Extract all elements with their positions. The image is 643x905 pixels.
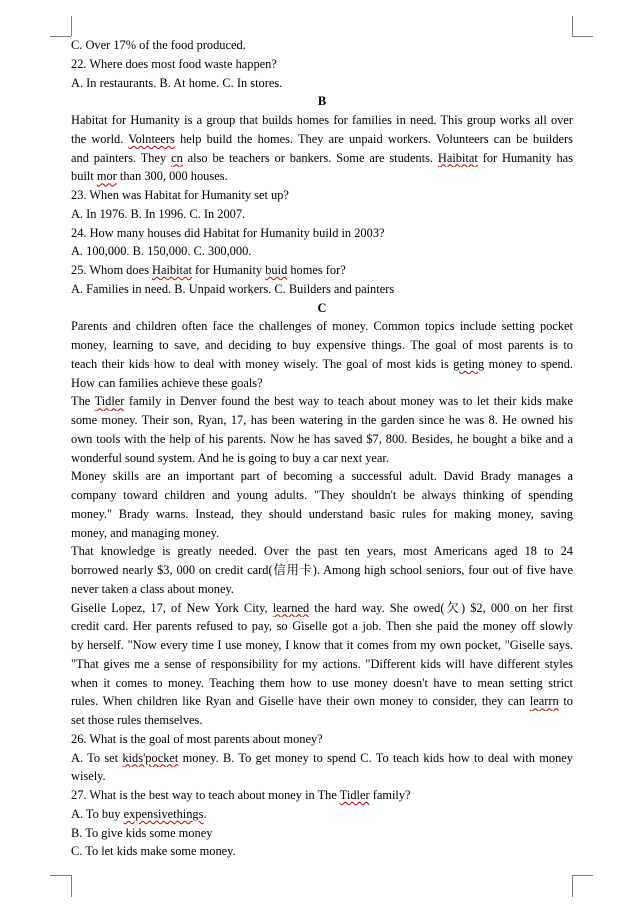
q26-options: A. To set kids'pocket money. B. To get money to spend C. To teach kids how to deal with money bbox=[71, 750, 573, 765]
q25-options: A. Families in need. B. Unpaid workers. C. Builders and painters bbox=[71, 281, 395, 296]
section-c-line: when it comes to money. Teaching them how to use money doesn't have to mean setting strict bbox=[71, 675, 573, 690]
section-c-line: money, learning to save, and deciding to buy expensive things. The goal of most parents is to bbox=[71, 338, 573, 352]
section-c-line: Parents and children often face the challenges of money. Common topics include setting pocket bbox=[71, 319, 573, 334]
q22-options: A. In restaurants. B. At home. C. In stores. bbox=[71, 75, 283, 90]
crop-mark-top-right-horizontal bbox=[572, 36, 593, 37]
section-c-line: money, and managing money. bbox=[71, 525, 220, 540]
q23-question: 23. When was Habitat for Humanity set up? bbox=[71, 188, 289, 202]
q26-question: 26. What is the goal of most parents about money? bbox=[71, 731, 323, 746]
section-c-paragraph-5 bbox=[71, 599, 573, 730]
q25-question: 25. Whom does Haibitat for Humanity buid homes for? bbox=[71, 263, 346, 277]
section-c-line: wonderful sound system. And he is going to buy a car next year. bbox=[71, 450, 389, 465]
section-c-line: money." Brady warns. Instead, they should understand basic rules for making money, saving bbox=[71, 506, 573, 521]
q27-option-c: C. To let kids make some money. bbox=[71, 844, 236, 859]
section-c-paragraph-1 bbox=[71, 317, 573, 392]
crop-mark-bottom-right-horizontal bbox=[572, 875, 593, 876]
crop-mark-top-right-vertical bbox=[572, 16, 573, 36]
q23-options: A. In 1976. B. In 1996. C. In 2007. bbox=[71, 206, 246, 221]
section-c-line: own tools with the help of his parents. Now he has saved $7, 800. Besides, he bought a bike and a bbox=[71, 431, 573, 446]
q21-option-c: C. Over 17% of the food produced. bbox=[71, 38, 246, 52]
section-c-line: Giselle Lopez, 17, of New York City, learned the hard way. She owed(欠) $2, 000 on her first bbox=[71, 600, 573, 615]
section-c-line: set those rules themselves. bbox=[71, 713, 203, 727]
section-c-line: never taken a class about money. bbox=[71, 581, 234, 596]
section-b-line: built mor than 300, 000 houses. bbox=[71, 169, 228, 184]
q22-question: 22. Where does most food waste happen? bbox=[71, 56, 277, 71]
section-c-line: borrowed nearly $3, 000 on credit card(信用卡). Among high school seniors, four out of five have bbox=[71, 563, 573, 577]
crop-mark-bottom-right-vertical bbox=[572, 875, 573, 897]
section-c-line: Money skills are an important part of becoming a successful adult. David Brady manages a bbox=[71, 469, 573, 484]
section-c-line: company toward children and young adults. "They shouldn't be always thinking of spending bbox=[71, 488, 573, 502]
section-c-paragraph-4 bbox=[71, 542, 573, 598]
q24-question: 24. How many houses did Habitat for Humanity build in 2003? bbox=[71, 225, 385, 240]
section-c-line: "That gives me a sense of responsibility for my actions. "Different kids will have different styles bbox=[71, 656, 573, 671]
q24-options: A. 100,000. B. 150,000. C. 300,000. bbox=[71, 244, 252, 259]
section-b-line: Habitat for Humanity is a group that builds homes for families in need. This group works all over bbox=[71, 113, 573, 127]
section-b-line: and painters. They cn also be teachers or bankers. Some are students. Haibitat for Humanity has bbox=[71, 150, 573, 165]
section-c-paragraph-2 bbox=[71, 392, 573, 467]
section-c-line: by herself. "Now every time I use money, I know that it comes from my own pocket, "Giselle says. bbox=[71, 638, 573, 652]
section-c-line: The Tidler family in Denver found the best way to teach about money was to let their kids make bbox=[71, 394, 573, 409]
q27-option-a: A. To buy expensivethings. bbox=[71, 806, 207, 821]
section-c-line: How can families achieve these goals? bbox=[71, 375, 263, 390]
section-b-heading: B bbox=[317, 94, 327, 109]
q27-option-b: B. To give kids some money bbox=[71, 825, 213, 840]
section-b-line: the world. Volnteers help build the homes. They are unpaid workers. Volunteers can be builders bbox=[71, 131, 573, 146]
document-body bbox=[71, 36, 573, 861]
q27-question: 27. What is the best way to teach about money in The Tidler family? bbox=[71, 788, 411, 802]
q26-options-continued: wisely. bbox=[71, 769, 106, 784]
section-c-heading: C bbox=[317, 300, 327, 315]
section-c-line: rules. When children like Ryan and Giselle have their own money to consider, they can learrn to bbox=[71, 694, 573, 709]
crop-mark-bottom-left-vertical bbox=[71, 875, 72, 897]
crop-mark-bottom-left-horizontal bbox=[50, 875, 71, 876]
section-c-line: teach their kids how to deal with money wisely. The goal of most kids is geting money to spend. bbox=[71, 356, 573, 371]
crop-mark-top-left-horizontal bbox=[50, 36, 71, 37]
section-c-line: That knowledge is greatly needed. Over the past ten years, most Americans aged 18 to 24 bbox=[71, 544, 573, 559]
section-b-passage bbox=[71, 111, 573, 186]
section-c-paragraph-3 bbox=[71, 467, 573, 542]
section-c-line: credit card. Her parents refused to pay, so Giselle got a job. Then she paid the money off slowly bbox=[71, 619, 573, 634]
section-c-line: some money. Their son, Ryan, 17, has been watering in the garden since he was 8. He owned his bbox=[71, 413, 573, 427]
crop-mark-top-left-vertical bbox=[71, 16, 72, 36]
